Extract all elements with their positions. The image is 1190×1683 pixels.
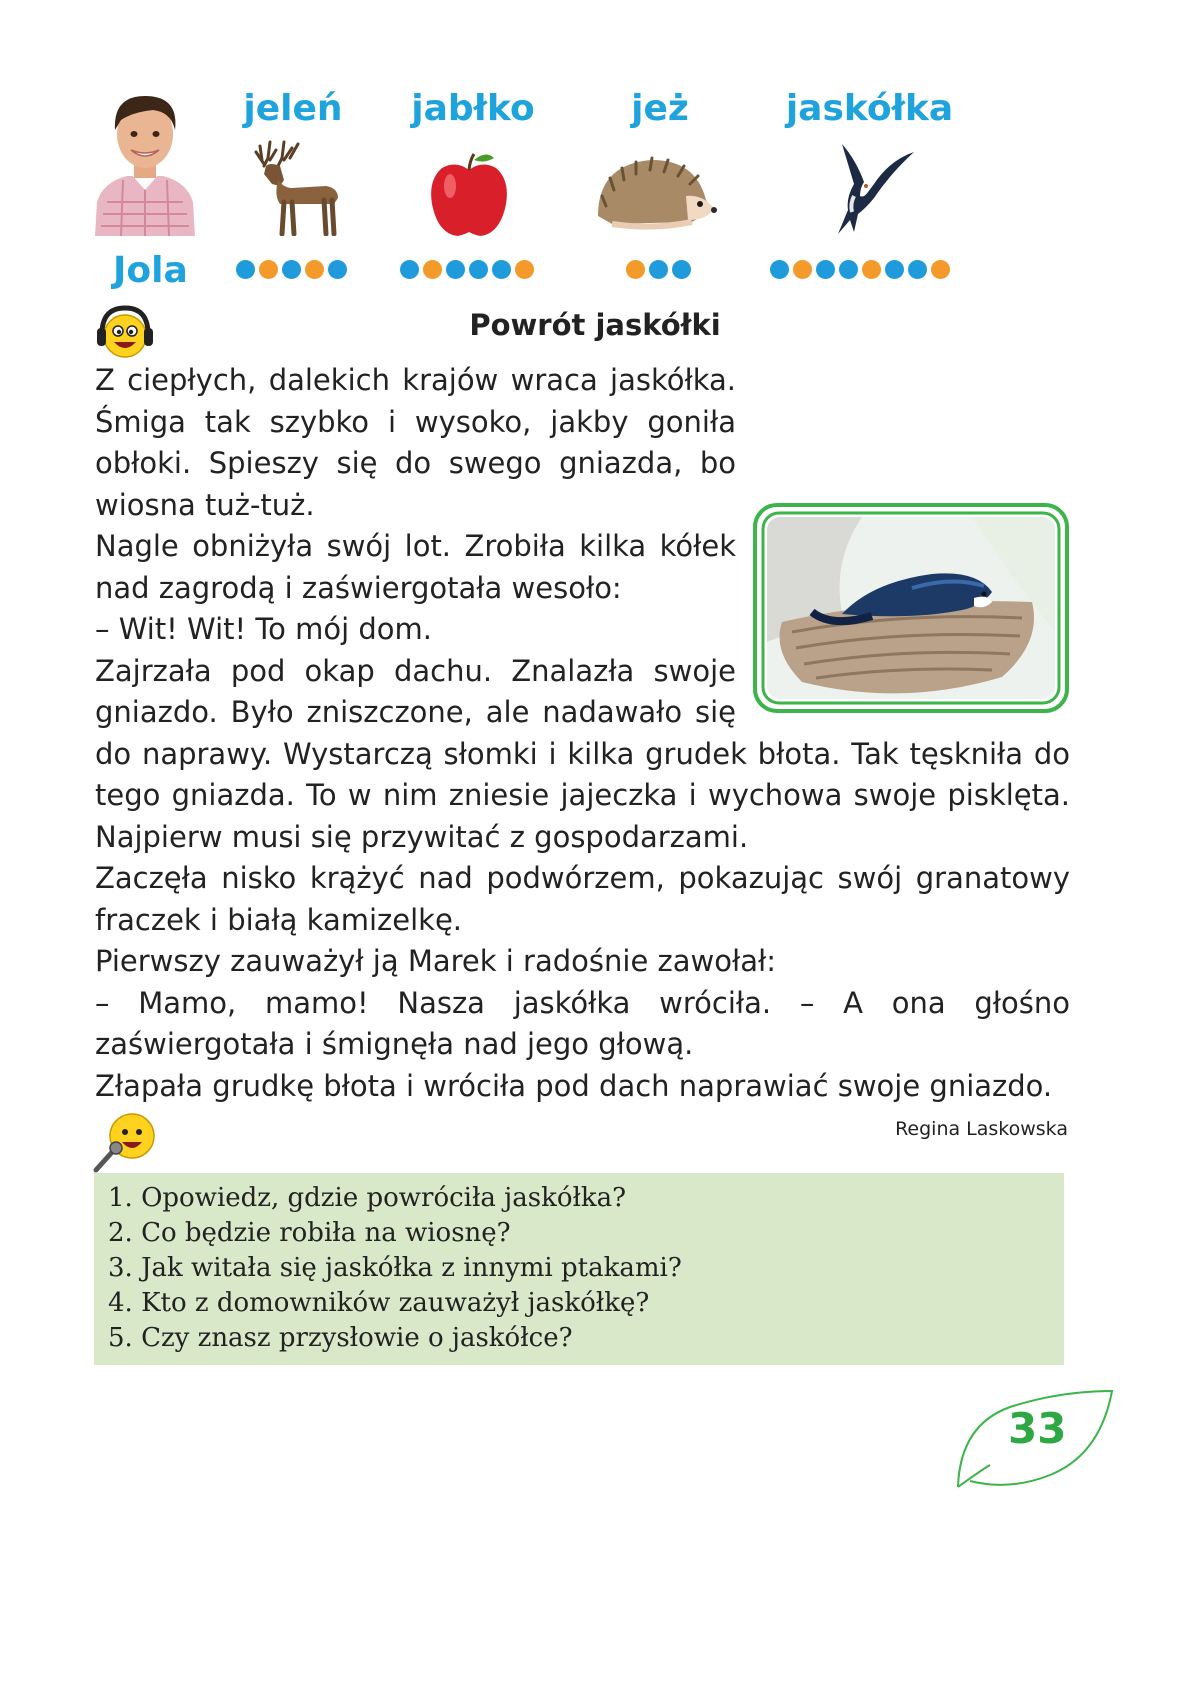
- questions-box: [94, 1173, 1064, 1365]
- story-author: Regina Laskowska: [895, 1118, 1068, 1140]
- blue-dot: [400, 260, 419, 279]
- question-item: 2. Co będzie robiła na wiosnę?: [108, 1218, 511, 1248]
- blue-dot: [492, 260, 511, 279]
- syllable-dots-jez: [626, 260, 691, 279]
- boy-photo: [93, 90, 197, 236]
- story-paragraph-8: Złapała grudkę błota i wróciła pod dach naprawiać swoje gniazdo.: [95, 1068, 1053, 1103]
- orange-dot: [515, 260, 534, 279]
- question-item: 1. Opowiedz, gdzie powróciła jaskółka?: [108, 1183, 627, 1213]
- swallow-image: [820, 140, 916, 236]
- word-jablko: jabłko: [411, 88, 535, 129]
- word-jez: jeż: [631, 88, 689, 129]
- blue-dot: [839, 260, 858, 279]
- story-paragraph-1: Z ciepłych, dalekich krajów wraca jaskółka. Śmiga tak szybko i wysoko, jakby goniła obłoki. Spieszy się do swego gniazda, bo wiosna tuż-tuż.: [95, 363, 736, 522]
- blue-dot: [469, 260, 488, 279]
- blue-dot: [885, 260, 904, 279]
- orange-dot: [423, 260, 442, 279]
- story-paragraph-4: Zajrzała pod okap dachu. Znalazła swoje gniazdo. Było zniszczone, ale nadawało się do naprawy. Wystarczą słomki i kilka grudek błota. Tak tęskniła do tego gniazda. To w nim zniesie jajeczka i wychowa swoje pisklęta. Najpierw musi się przywitać z gospodarzami.: [95, 653, 1070, 854]
- story-paragraph-2: Nagle obniżyła swój lot. Zrobiła kilka kółek nad zagrodą i zaświergotała wesoło:: [95, 529, 736, 605]
- microphone-smiley-icon: [92, 1110, 158, 1174]
- story-paragraph-6: Pierwszy zauważył ją Marek i radośnie zawołał:: [95, 944, 776, 978]
- syllable-dots-jelen: [236, 260, 347, 279]
- page-number: 33: [1008, 1404, 1067, 1453]
- blue-dot: [908, 260, 927, 279]
- story-paragraph-7: – Mamo, mamo! Nasza jaskółka wróciła. – A ona głośno zaświergotała i śmignęła nad jego głową.: [95, 985, 1070, 1061]
- nest-photo: [752, 502, 1070, 714]
- blue-dot: [649, 260, 668, 279]
- story-paragraph-3: – Wit! Wit! To mój dom.: [95, 612, 432, 646]
- blue-dot: [236, 260, 255, 279]
- deer-image: [240, 140, 350, 236]
- word-jelen: jeleń: [243, 88, 343, 129]
- word-jaskolka: jaskółka: [785, 88, 954, 129]
- syllable-dots-jaskolka: [770, 260, 950, 279]
- hedgehog-image: [592, 150, 720, 234]
- story-title: Powrót jaskółki: [469, 308, 721, 342]
- question-item: 3. Jak witała się jaskółka z innymi ptakami?: [108, 1253, 682, 1283]
- syllable-dots-jablko: [400, 260, 534, 279]
- question-item: 4. Kto z domowników zauważył jaskółkę?: [108, 1288, 650, 1318]
- blue-dot: [672, 260, 691, 279]
- orange-dot: [793, 260, 812, 279]
- blue-dot: [328, 260, 347, 279]
- orange-dot: [259, 260, 278, 279]
- story-paragraph-5: Zaczęła nisko krążyć nad podwórzem, pokazując swój granatowy fraczek i białą kamizelkę.: [95, 861, 1070, 937]
- blue-dot: [446, 260, 465, 279]
- orange-dot: [305, 260, 324, 279]
- orange-dot: [626, 260, 645, 279]
- blue-dot: [770, 260, 789, 279]
- name-jola: Jola: [113, 250, 188, 291]
- blue-dot: [816, 260, 835, 279]
- questions-list: [108, 1181, 682, 1356]
- orange-dot: [931, 260, 950, 279]
- apple-image: [428, 152, 510, 238]
- story-text: [95, 360, 1070, 1107]
- question-item: 5. Czy znasz przysłowie o jaskółce?: [108, 1323, 573, 1353]
- blue-dot: [282, 260, 301, 279]
- orange-dot: [862, 260, 881, 279]
